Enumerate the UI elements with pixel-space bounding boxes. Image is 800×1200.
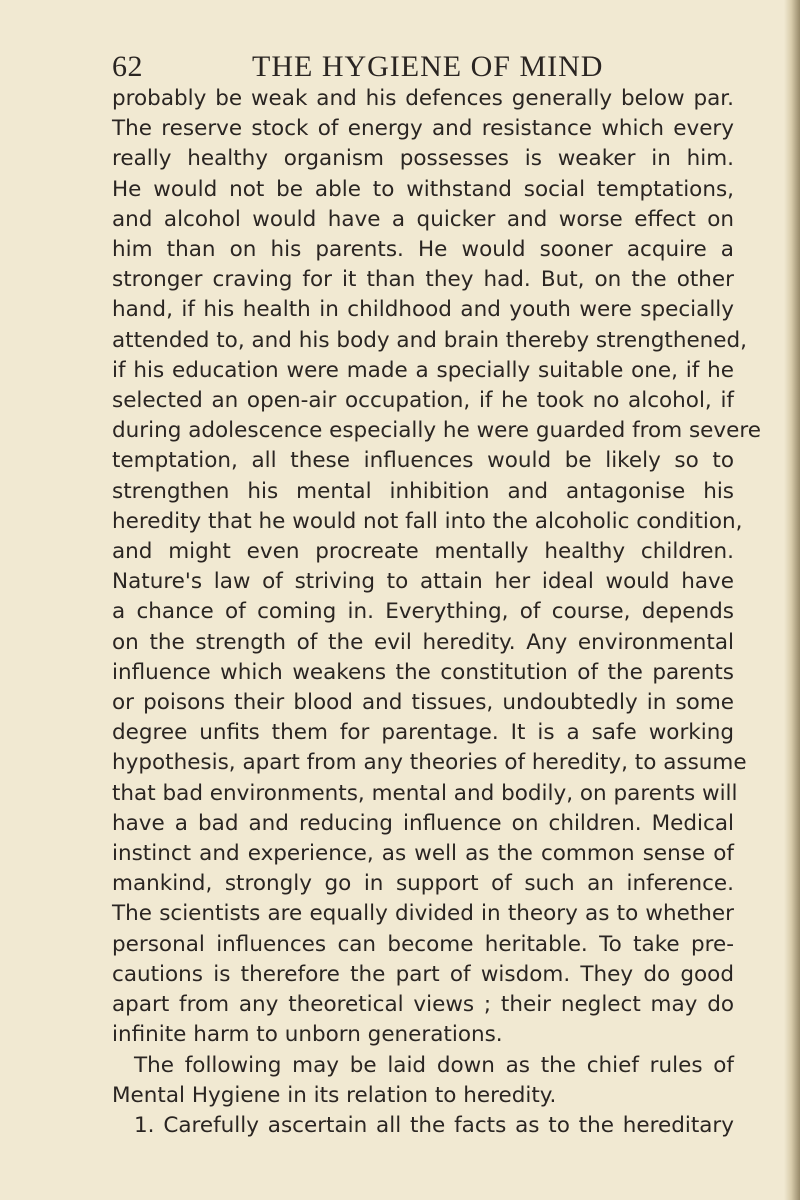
- text-line: apart from any theoretical views ; their neglect may do: [112, 992, 734, 1018]
- text-line: or poisons their blood and tissues, undoubtedly in some: [112, 690, 734, 716]
- text-line: cautions is therefore the part of wisdom. They do good: [112, 961, 734, 987]
- text-line: during adolescence especially he were guarded from severe: [112, 418, 761, 444]
- text-line: personal influences can become heritable. To take pre-: [112, 931, 734, 957]
- text-line: him than on his parents. He would sooner acquire a: [112, 237, 734, 263]
- text-line: really healthy organism possesses is weaker in him.: [112, 146, 734, 172]
- body-text: [112, 84, 761, 1141]
- text-line: attended to, and his body and brain thereby strengthened,: [112, 327, 748, 353]
- text-line: temptation, all these influences would be likely so to: [112, 448, 734, 474]
- text-line: He would not be able to withstand social temptations,: [112, 176, 734, 202]
- text-line: instinct and experience, as well as the common sense of: [112, 841, 734, 867]
- text-line: influence which weakens the constitution of the parents: [112, 659, 734, 685]
- text-line: selected an open-air occupation, if he took no alcohol, if: [112, 388, 734, 414]
- text-line: The following may be laid down as the chief rules of: [134, 1052, 734, 1078]
- text-line: hypothesis, apart from any theories of heredity, to assume: [112, 750, 747, 776]
- text-line: Nature's law of striving to attain her ideal would have: [112, 569, 734, 595]
- text-line: and might even procreate mentally healthy children.: [112, 539, 734, 565]
- text-line: stronger craving for it than they had. But, on the other: [112, 267, 734, 293]
- text-line: The scientists are equally divided in theory as to whether: [112, 901, 734, 927]
- text-line: on the strength of the evil heredity. Any environmental: [112, 629, 734, 655]
- running-head: THE HYGIENE OF MIND: [252, 50, 604, 83]
- text-line: strengthen his mental inhibition and antagonise his: [112, 478, 734, 504]
- text-line: 1. Carefully ascertain all the facts as to the hereditary: [134, 1112, 734, 1138]
- text-line: probably be weak and his defences generally below par.: [112, 86, 734, 111]
- text-line: mankind, strongly go in support of such an inference.: [112, 871, 734, 897]
- page-edge-shadow: [784, 0, 800, 1200]
- text-line: that bad environments, mental and bodily, on parents will: [112, 780, 738, 806]
- page-number: 62: [112, 50, 143, 83]
- text-line: a chance of coming in. Everything, of course, depends: [112, 599, 734, 625]
- text-line: have a bad and reducing influence on children. Medical: [112, 810, 734, 836]
- text-line: degree unfits them for parentage. It is a safe working: [112, 720, 734, 746]
- text-line: The reserve stock of energy and resistance which every: [112, 116, 734, 142]
- text-line: hand, if his health in childhood and youth were specially: [112, 297, 734, 323]
- text-line: Mental Hygiene in its relation to heredity.: [112, 1082, 557, 1108]
- text-line: and alcohol would have a quicker and worse effect on: [112, 206, 734, 232]
- text-line: heredity that he would not fall into the alcoholic condition,: [112, 508, 743, 534]
- text-line: if his education were made a specially suitable one, if he: [112, 357, 734, 383]
- text-line: infinite harm to unborn generations.: [112, 1022, 503, 1048]
